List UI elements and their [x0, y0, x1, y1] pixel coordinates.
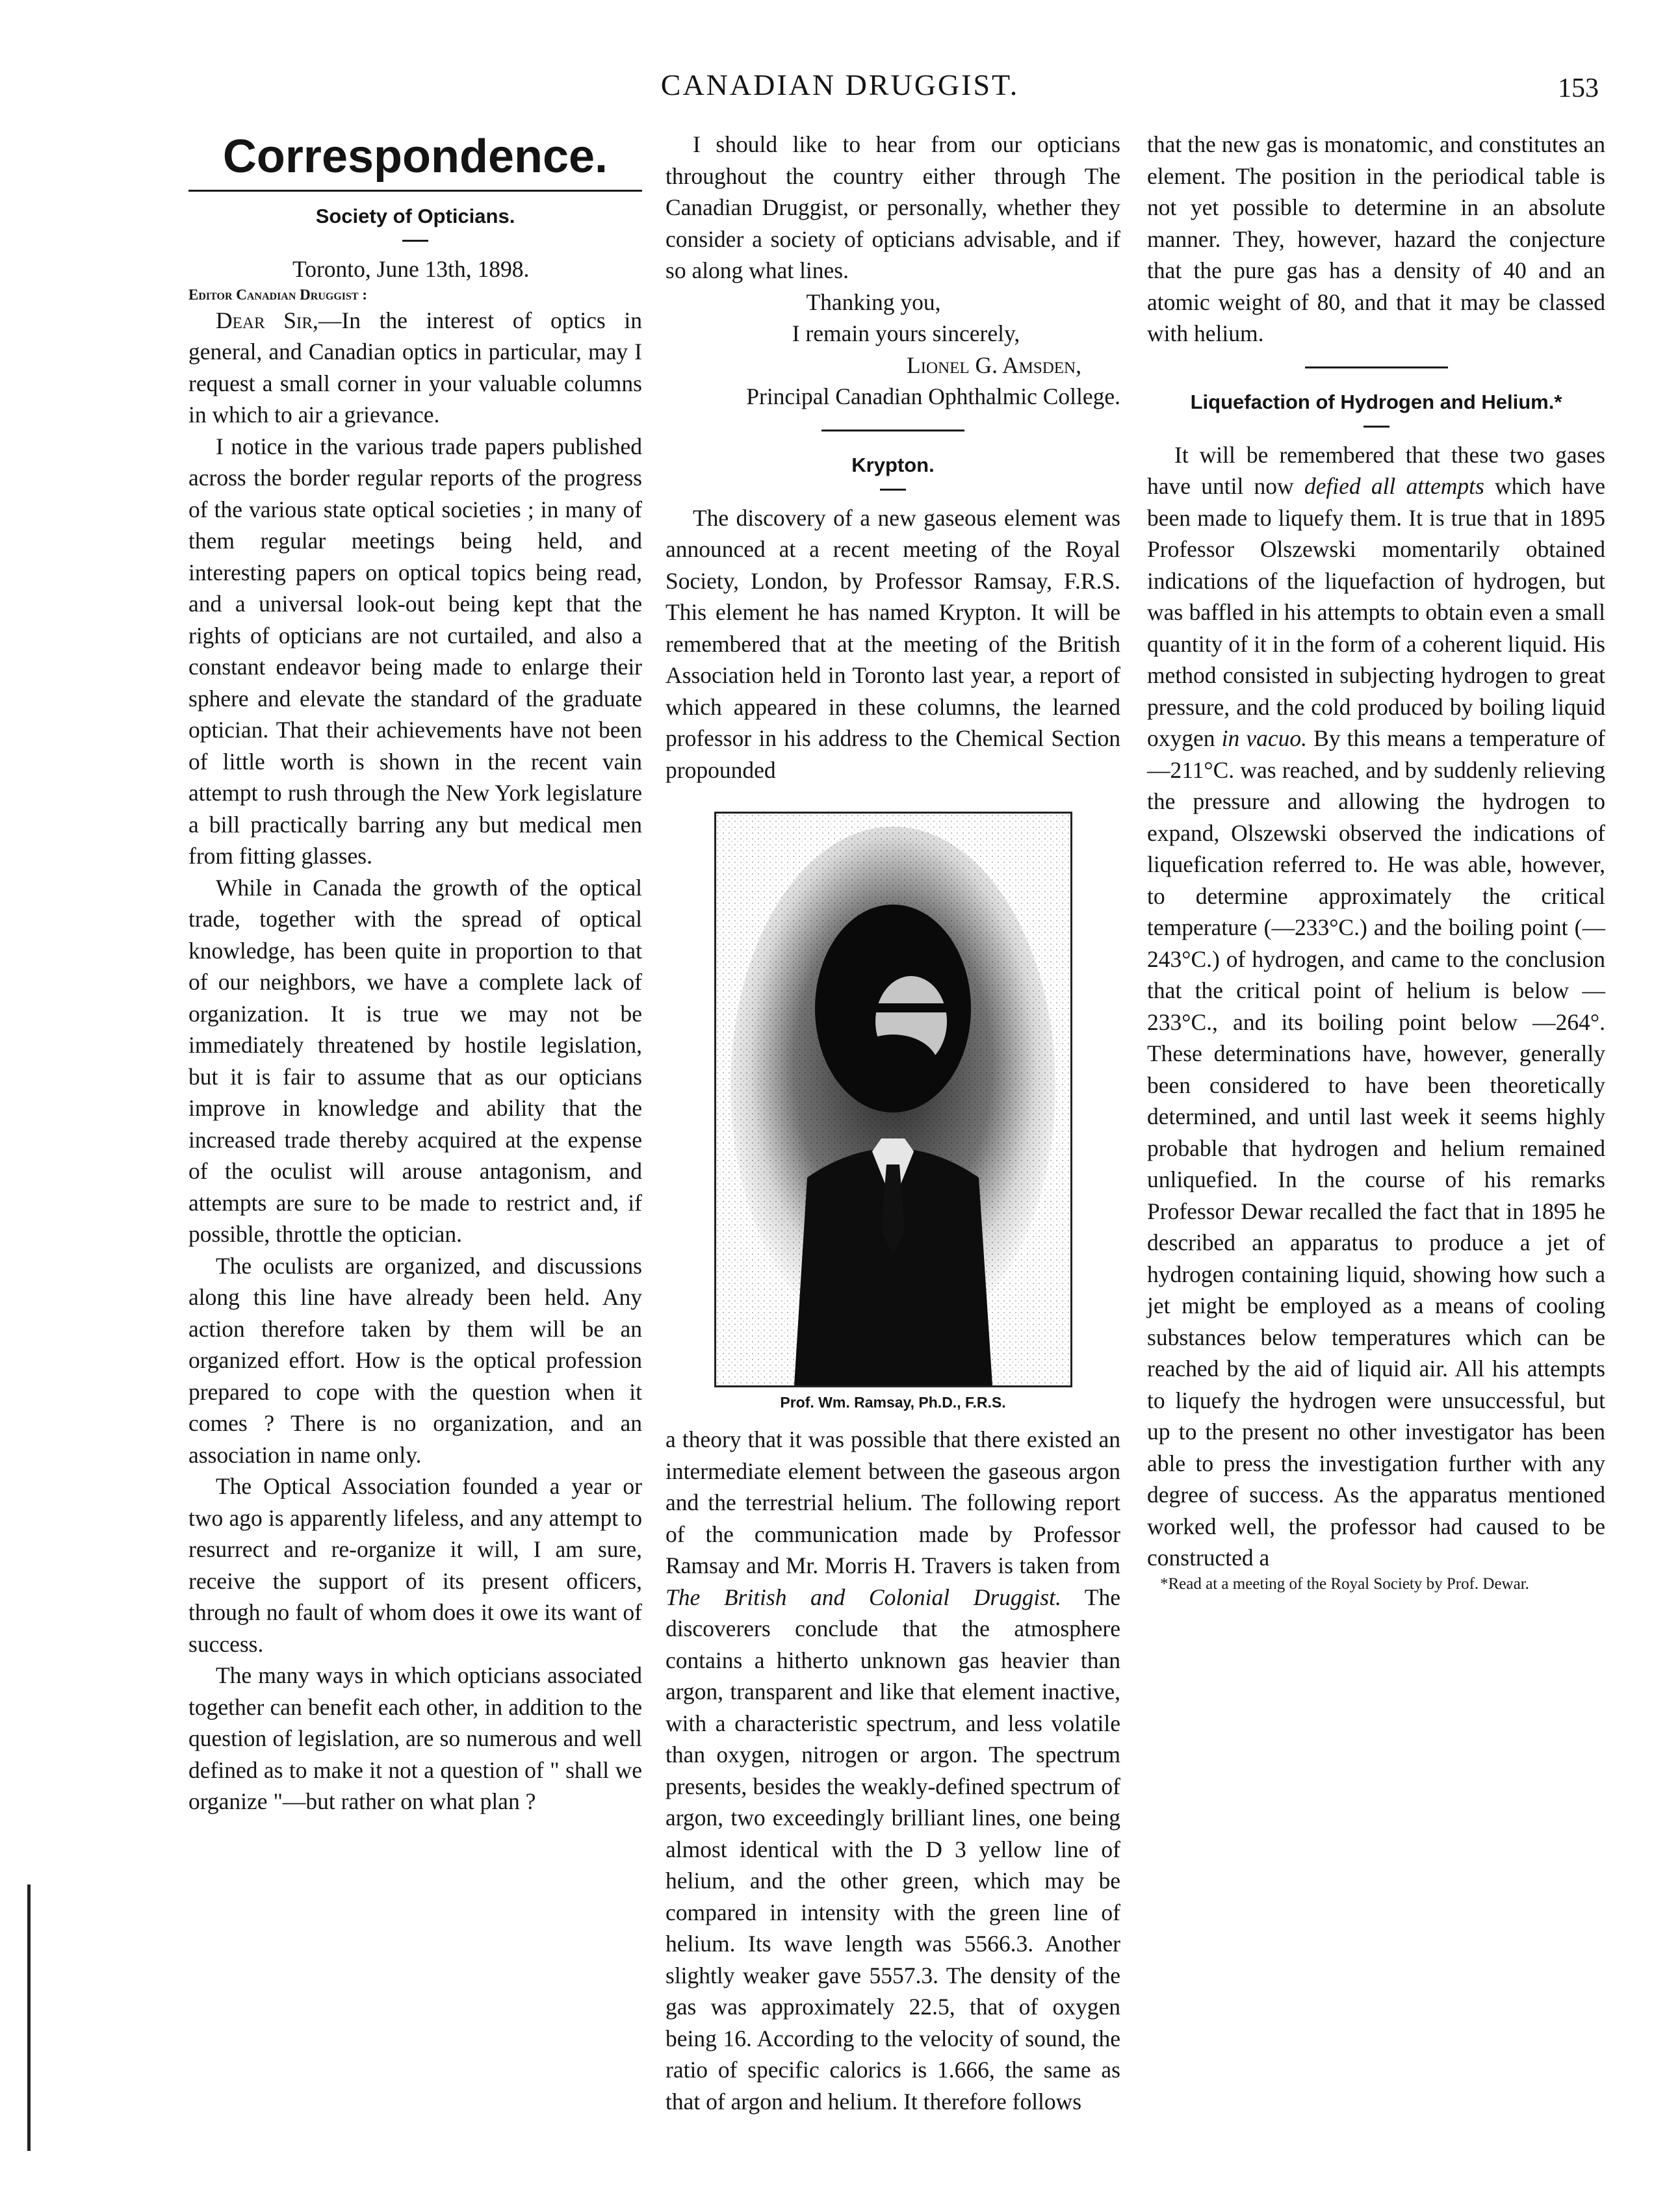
section-separator	[821, 430, 964, 431]
krypton-paragraph: The discovery of a new gaseous element was announced at a recent meeting of the Royal Society, London, by Professor Ramsay, F.R.S. This element he has named Krypton. It will be remembered that at the meeting of the British Association held in Toronto last year, a report of which appeared in these columns, the learned professor in his address to the Chemical Section propounded	[666, 504, 1120, 783]
footnote: *Read at a meeting of the Royal Society by Prof. Dewar.	[1160, 1575, 1529, 1593]
letter-signature: Lionel G. Amsden,	[907, 352, 1081, 378]
opticians-subheading: Society of Opticians.	[315, 205, 515, 227]
running-header-title: CANADIAN DRUGGIST.	[660, 68, 1020, 101]
letter-paragraph: I should like to hear from our opticians throughout the country either through The Canadian Druggist, or personally, whether they consider a society of opticians advisable, and if so along what lines.	[666, 131, 1120, 283]
letter-paragraph: The oculists are organized, and discussions along this line have already been held. Any action therefore taken by them will be an organized effort. How is the optical profession prepared to cope with the question when it comes ? There is no organization, and an association in name only.	[188, 1252, 642, 1468]
ramsay-portrait	[714, 812, 1072, 1387]
column-3	[1147, 129, 1605, 1595]
short-dash	[880, 489, 906, 491]
letter-paragraph: The many ways in which opticians associated together can benefit each other, in addition to the question of legislation, are so numerous and well defined as to make it not a question of " shall we organize "—but rather on what plan ?	[188, 1662, 642, 1814]
letter-editor-line: Editor Canadian Druggist :	[188, 286, 367, 303]
column-2	[666, 129, 1120, 2117]
krypton-heading: Krypton.	[851, 453, 935, 476]
page-number: 153	[1558, 73, 1599, 103]
letter-paragraph: The Optical Association founded a year or two ago is apparently lifeless, and any attempt to resurrect and re-organize it will, I am sure, receive the support of its present officers, through no fault of whom does it owe its want of success.	[188, 1473, 642, 1657]
section-separator	[1305, 366, 1448, 368]
letter-paragraph: Dear Sir,—In the interest of optics in general, and Canadian optics in particular, may I request a small corner in your valuable columns in which to air a grievance.	[188, 307, 642, 428]
liquefaction-heading: Liquefaction of Hydrogen and Helium.*	[1190, 390, 1562, 413]
heading-rule	[188, 190, 642, 192]
column-1	[188, 129, 642, 1818]
correspondence-heading: Correspondence.	[222, 131, 608, 183]
source-publication: The British and Colonial Druggist.	[666, 1584, 1061, 1610]
letter-paragraph: While in Canada the growth of the optical trade, together with the spread of optical knowledge, has been quite in proportion to that of our neighbors, we have a complete lack of organization. It is true we may not be immediately threatened by hostile legislation, but it is fair to assume that as our opticians improve in knowledge and ability that the increased trade thereby acquired at the expense of the oculist will arouse antagonism, and attempts are sure to be made to restrict and, if possible, throttle the optician.	[188, 874, 642, 1247]
short-dash	[1363, 426, 1389, 428]
krypton-paragraph-continued: that the new gas is monatomic, and constitutes an element. The position in the periodical table is not yet possible to determine in an absolute manner. They, however, hazard the conjecture that the pure gas has a density of 40 and an atomic weight of 80, and that it may be classed with helium.	[1147, 131, 1605, 346]
portrait-caption: Prof. Wm. Ramsay, Ph.D., F.R.S.	[780, 1394, 1006, 1411]
margin-rule	[27, 1884, 31, 2151]
krypton-continuation	[1147, 129, 1605, 350]
letter-salutation: Dear Sir,	[216, 307, 318, 333]
krypton-paragraph: a theory that it was possible that there existed an intermediate element between the gaseous argon and the terrestrial helium. The following report of the communication made by Professor Ramsay and Mr. Morris H. Travers is taken from The British and Colonial Druggist. The discoverers conclude that the atmosphere contains a hitherto unknown gas heavier than argon, transparent and like that element inactive, with a characteristic spectrum, and less volatile than oxygen, nitrogen or argon. The spectrum presents, besides the weakly-defined spectrum of argon, two exceedingly brilliant lines, one being almost identical with the D 3 yellow line of helium, and the other green, which may be compared in intensity with the green line of helium. Its wave length was 5566.3. Another slightly weaker gave 5557.3. The density of the gas was approximately 22.5, that of oxygen being 16. According to the velocity of sound, the ratio of specific calorics is 1.666, the same as that of argon and helium. It therefore follows	[666, 1426, 1120, 2115]
portrait-engraving	[716, 814, 1070, 1385]
letter-dateline: Toronto, June 13th, 1898.	[292, 256, 530, 282]
letter-paragraph: I notice in the various trade papers published across the border regular reports of the progress of the various state optical societies ; in many of them regular meetings being held, and interesting papers on optical topics being read, and a universal look-out being kept that the rights of opticians are not curtailed, and also a constant endeavor being made to enlarge their sphere and elevate the standard of the graduate optician. That their achievements have not been of little worth is shown in the recent vain attempt to rush through the New York legislature a bill practically barring any but medical men from fitting glasses.	[188, 433, 642, 869]
letter-closing-thanks: Thanking you,	[806, 289, 941, 315]
letter-closing-remain: I remain yours sincerely,	[792, 320, 1020, 346]
short-dash	[402, 240, 428, 242]
letter-signature-title: Principal Canadian Ophthalmic College.	[746, 383, 1120, 409]
liquefaction-paragraph: It will be remembered that these two gases have until now defied all attempts which have been made to liquefy them. It is true that in 1895 Professor Olszewski momentarily obtained indications of the liquefaction of hydrogen, but was baffled in his attempts to obtain even a small quantity of it in the form of a coherent liquid. His method consisted in subjecting hydrogen to great pressure, and the cold produced by boiling liquid oxygen in vacuo. By this means a temperature of —211°C. was reached, and by suddenly relieving the pressure and allowing the hydrogen to expand, Olszewski observed the indications of liquefication referred to. He was able, however, to determine approximately the critical temperature (—233°C.) and the boiling point (—243°C.) of hydrogen, and came to the conclusion that the critical point of helium is below —233°C., and its boiling point below —264°. These determinations have, however, generally been considered to have been theoretically determined, and until last week it seems highly probable that hydrogen and helium remained unliquefied. In the course of his remarks Professor Dewar recalled the fact that in 1895 he described an apparatus to produce a jet of hydrogen containing liquid, showing how such a jet might be employed as a means of cooling substances below temperatures which can be reached by the aid of liquid air. All his attempts to liquefy the hydrogen were unsuccessful, but up to the present no other investigator has been able to press the investigation further with any degree of success. As the apparatus mentioned worked well, the professor had caused to be constructed a	[1147, 441, 1605, 1571]
